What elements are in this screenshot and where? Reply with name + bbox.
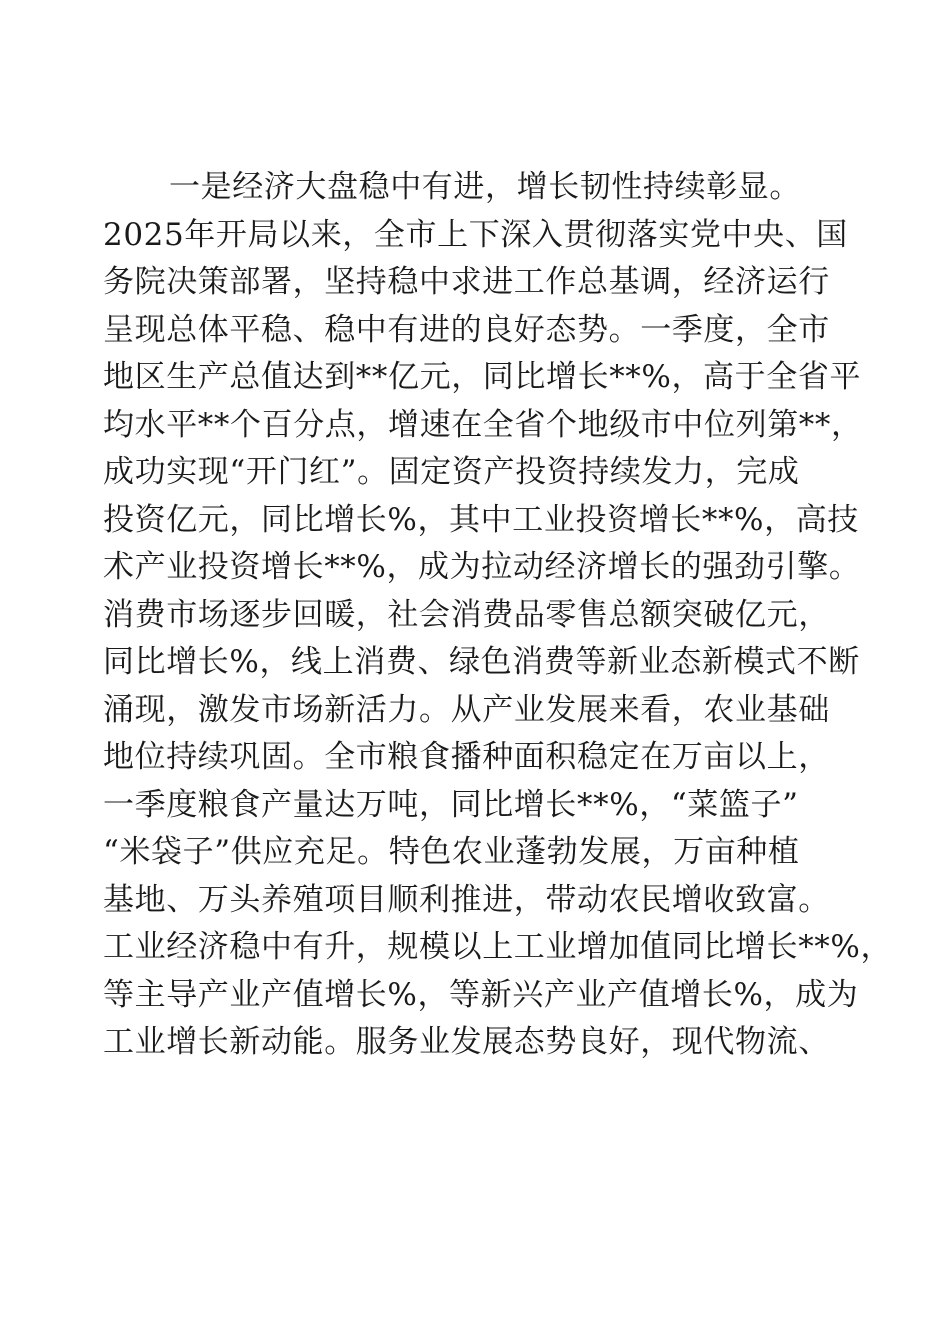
paragraph-line: 地位持续巩固。全市粮食播种面积稳定在万亩以上， [103,739,830,775]
paragraph-line: 均水平**个百分点，增速在全省个地级市中位列第**， [103,406,863,443]
paragraph-line: 投资亿元，同比增长%，其中工业投资增长**%，高技 [103,501,859,538]
paragraph-line: 呈现总体平稳、稳中有进的良好态势。一季度，全市 [103,311,830,348]
paragraph-line: 涌现，激发市场新活力。从产业发展来看，农业基础 [103,691,830,728]
paragraph-line: “米袋子”供应充足。特色农业蓬勃发展，万亩种植 [103,834,800,870]
paragraph-line: 2025年开局以来，全市上下深入贯彻落实党中央、国 [103,216,848,253]
paragraph-line: 一季度粮食产量达万吨，同比增长**%，“菜篮子” [103,786,799,823]
body-paragraph [103,164,893,1067]
paragraph-line: 成功实现“开门红”。固定资产投资持续发力，完成 [103,454,800,490]
paragraph-line: 务院决策部署，坚持稳中求进工作总基调，经济运行 [103,264,830,300]
paragraph-line: 工业增长新动能。服务业发展态势良好，现代物流、 [103,1024,830,1060]
paragraph-line: 消费市场逐步回暖，社会消费品零售总额突破亿元， [103,596,830,633]
paragraph-line: 一是经济大盘稳中有进，增长韧性持续彰显。 [169,169,801,205]
paragraph-line: 等主导产业产值增长%，等新兴产业产值增长%，成为 [103,976,859,1013]
paragraph-line: 术产业投资增长**%，成为拉动经济增长的强劲引擎。 [103,549,861,585]
paragraph-line: 同比增长%，线上消费、绿色消费等新业态新模式不断 [103,644,860,680]
paragraph-line: 地区生产总值达到**亿元，同比增长**%，高于全省平 [103,359,862,395]
paragraph-line: 基地、万头养殖项目顺利推进，带动农民增收致富。 [103,881,830,918]
paragraph-line: 工业经济稳中有升，规模以上工业增加值同比增长**%， [103,929,893,965]
